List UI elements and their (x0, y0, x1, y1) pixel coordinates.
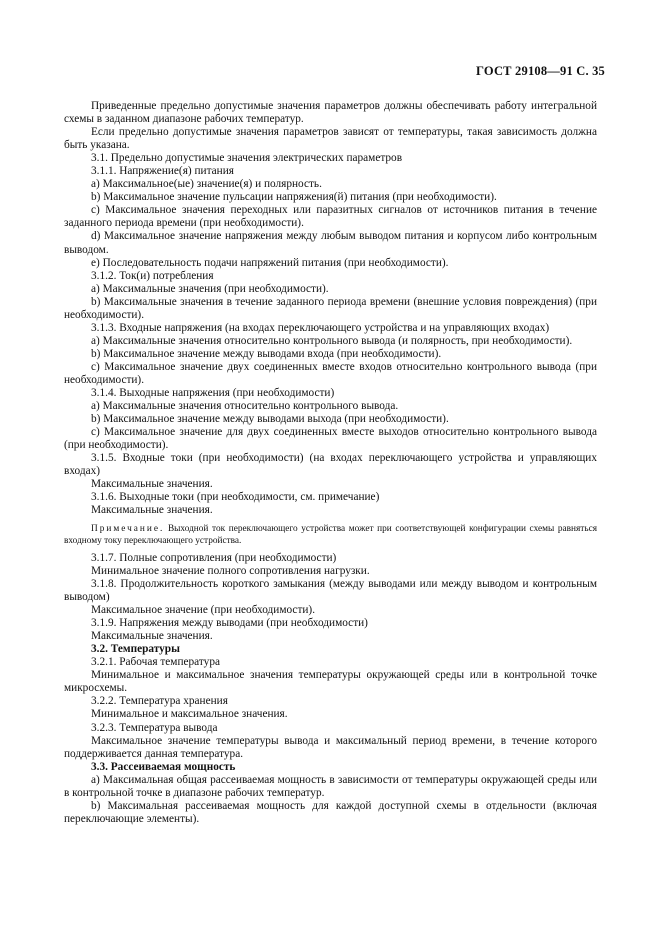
note (64, 523, 597, 547)
paragraph: Минимальное значение полного сопротивления нагрузки. (91, 564, 370, 577)
subsection-heading: 3.1.7. Полные сопротивления (при необходимости) (91, 551, 337, 564)
list-item: e) Последовательность подачи напряжений питания (при необходимости). (91, 256, 449, 269)
subsection-heading: 3.2.2. Температура хранения (91, 695, 228, 708)
paragraph: Максимальное значение (при необходимости). (91, 604, 316, 617)
subsection-heading: 3.2.3. Температура вывода (91, 721, 218, 734)
paragraph: Максимальное значение температуры вывода и максимальный период времени, в течение которого поддерживается данная температура. (64, 734, 597, 760)
section-heading: 3.2. Температуры (91, 643, 180, 656)
list-item: a) Максимальная общая рассеиваемая мощность в зависимости от температуры окружающей среды или в контрольной точке в диапазоне рабочих температур. (64, 773, 597, 799)
note-label: Примечание. (91, 523, 165, 534)
list-item: c) Максимальное значение двух соединенных вместе входов относительно контрольного вывода (при необходимости). (64, 360, 597, 386)
list-item: c) Максимальное значение для двух соединенных вместе выходов относительно контрольного вывода (при необходимости). (64, 426, 597, 452)
list-item: b) Максимальное значение между выводами выхода (при необходимости). (91, 413, 449, 426)
list-item: b) Максимальное значение пульсации напряжения(й) питания (при необходимости). (91, 191, 497, 204)
list-item: a) Максимальные значения (при необходимости). (91, 282, 329, 295)
paragraph: Минимальное и максимальное значения температуры окружающей среды или в контрольной точке микросхемы. (64, 669, 597, 695)
subsection-heading: 3.1.1. Напряжение(я) питания (91, 165, 234, 178)
list-item: a) Максимальное(ые) значение(я) и полярность. (91, 178, 322, 191)
paragraph: Максимальные значения. (91, 630, 213, 643)
section-heading: 3.3. Рассеиваемая мощность (91, 760, 236, 773)
list-item: b) Максимальная рассеиваемая мощность для каждой доступной схемы в отдельности (включая переключающие элементы). (64, 799, 597, 825)
subsection-heading: 3.1.5. Входные токи (при необходимости) (на входах переключающего устройства и управляющих входах) (64, 452, 597, 478)
paragraph: Приведенные предельно допустимые значения параметров должны обеспечивать работу интегральной схемы в заданном диапазоне рабочих температур. (64, 100, 597, 126)
list-item: a) Максимальные значения относительно контрольного вывода. (91, 400, 399, 413)
subsection-heading: 3.1.9. Напряжения между выводами (при необходимости) (91, 617, 368, 630)
paragraph: Минимальное и максимальное значения. (91, 708, 288, 721)
paragraph: Максимальные значения. (91, 504, 213, 517)
list-item: b) Максимальные значения в течение заданного периода времени (внешние условия повреждения) (при необходимости). (64, 295, 597, 321)
paragraph: Максимальные значения. (91, 478, 213, 491)
note-text: Выходной ток переключающего устройства может при соответствующей конфигурации схемы равняться входному току переключающего устройства. (64, 523, 597, 546)
page-header: ГОСТ 29108—91 С. 35 (476, 64, 605, 78)
paragraph: Если предельно допустимые значения параметров зависят от температуры, такая зависимость должна быть указана. (64, 126, 597, 152)
subsection-heading: 3.1.6. Выходные токи (при необходимости, см. примечание) (91, 491, 380, 504)
subsection-heading: 3.1.8. Продолжительность короткого замыкания (между выводами или между выводом и контрольным выводом) (64, 578, 597, 604)
list-item: a) Максимальные значения относительно контрольного вывода (и полярность, при необходимости). (91, 334, 573, 347)
list-item: b) Максимальное значение между выводами входа (при необходимости). (91, 347, 442, 360)
section-heading: 3.1. Предельно допустимые значения электрических параметров (91, 152, 403, 165)
list-item: d) Максимальное значение напряжения между любым выводом питания и корпусом либо контрольным выводом. (64, 230, 597, 256)
document-body (64, 100, 597, 826)
subsection-heading: 3.1.2. Ток(и) потребления (91, 269, 214, 282)
subsection-heading: 3.1.4. Выходные напряжения (при необходимости) (91, 387, 335, 400)
subsection-heading: 3.2.1. Рабочая температура (91, 656, 220, 669)
list-item: c) Максимальное значения переходных или паразитных сигналов от источников питания в течение заданного периода времени (при необходимости). (64, 204, 597, 230)
subsection-heading: 3.1.3. Входные напряжения (на входах переключающего устройства и на управляющих входах) (91, 321, 550, 334)
